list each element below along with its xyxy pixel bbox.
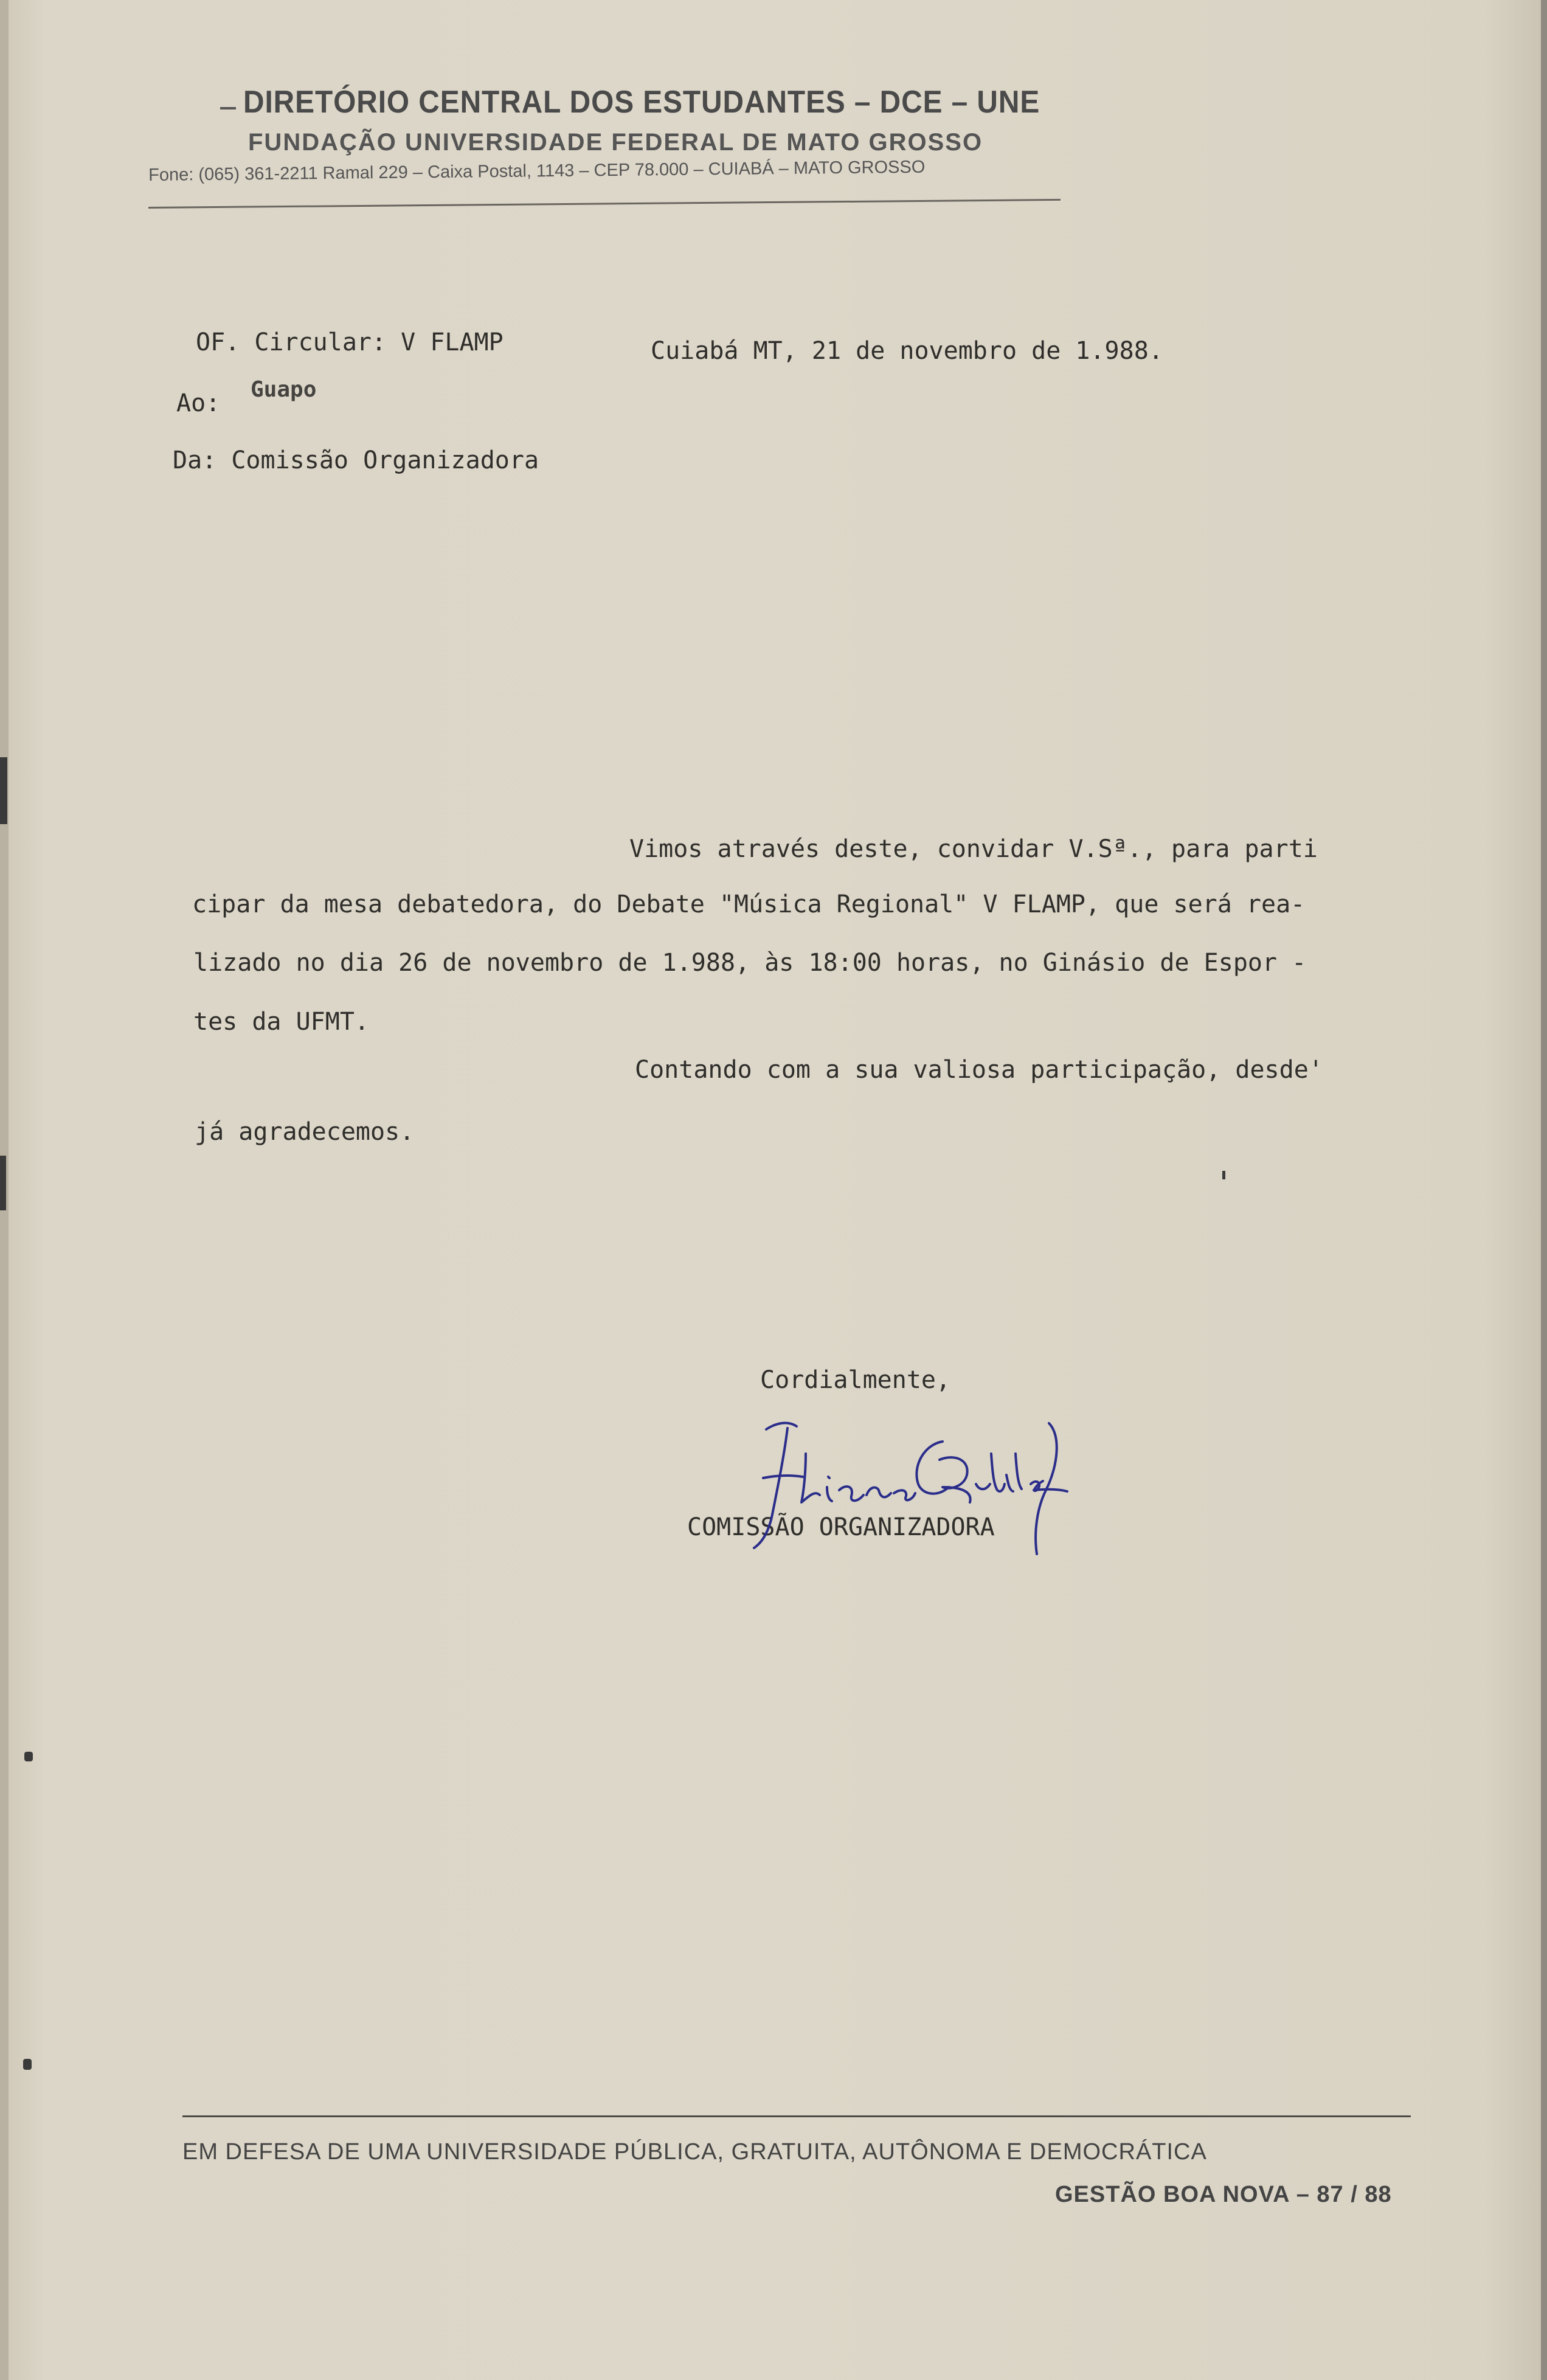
body-line-2: cipar da mesa debatedora, do Debate "Música Regional" V FLAMP, que será rea- bbox=[192, 890, 1306, 918]
edge-mark bbox=[0, 757, 7, 824]
body-line-3: lizado no dia 26 de novembro de 1.988, às 18:00 horas, no Ginásio de Espor - bbox=[193, 949, 1307, 977]
letterhead-contact: Fone: (065) 361-2211 Ramal 229 – Caixa Postal, 1143 – CEP 78.000 – CUIABÁ – MATO GROSSO bbox=[148, 157, 926, 185]
letterhead-title: DIRETÓRIO CENTRAL DOS ESTUDANTES – DCE – UNE bbox=[243, 85, 1040, 120]
paper-right-edge bbox=[1541, 0, 1547, 2380]
handwritten-signature bbox=[730, 1417, 1070, 1557]
punch-mark bbox=[23, 2059, 32, 2070]
memo-place-date: Cuiabá MT, 21 de novembro de 1.988. bbox=[651, 337, 1163, 365]
closing-signatory: COMISSÃO ORGANIZADORA bbox=[687, 1513, 995, 1541]
punch-mark bbox=[24, 1752, 33, 1761]
body-line-4: tes da UFMT. bbox=[193, 1008, 369, 1036]
closing-salutation: Cordialmente, bbox=[760, 1366, 951, 1394]
footer-administration: GESTÃO BOA NOVA – 87 / 88 bbox=[1055, 2182, 1392, 2207]
ink-speck bbox=[1222, 1171, 1225, 1179]
edge-mark bbox=[0, 1156, 6, 1210]
memo-from-line: Da: Comissão Organizadora bbox=[173, 446, 539, 474]
footer-motto: EM DEFESA DE UMA UNIVERSIDADE PÚBLICA, GRATUITA, AUTÔNOMA E DEMOCRÁTICA bbox=[182, 2139, 1207, 2165]
body-line-6: já agradecemos. bbox=[195, 1118, 415, 1146]
letterhead-subtitle: FUNDAÇÃO UNIVERSIDADE FEDERAL DE MATO GROSSO bbox=[248, 129, 983, 156]
letterhead-dash bbox=[220, 107, 236, 109]
footer-rule bbox=[182, 2115, 1411, 2117]
body-line-1: Vimos através deste, convidar V.Sª., para parti bbox=[629, 835, 1318, 863]
memo-reference: OF. Circular: V FLAMP bbox=[196, 328, 504, 356]
memo-to-label: Ao: bbox=[176, 389, 221, 417]
memo-to-value: Guapo bbox=[251, 377, 317, 402]
body-line-5: Contando com a sua valiosa participação, desde' bbox=[635, 1056, 1323, 1084]
